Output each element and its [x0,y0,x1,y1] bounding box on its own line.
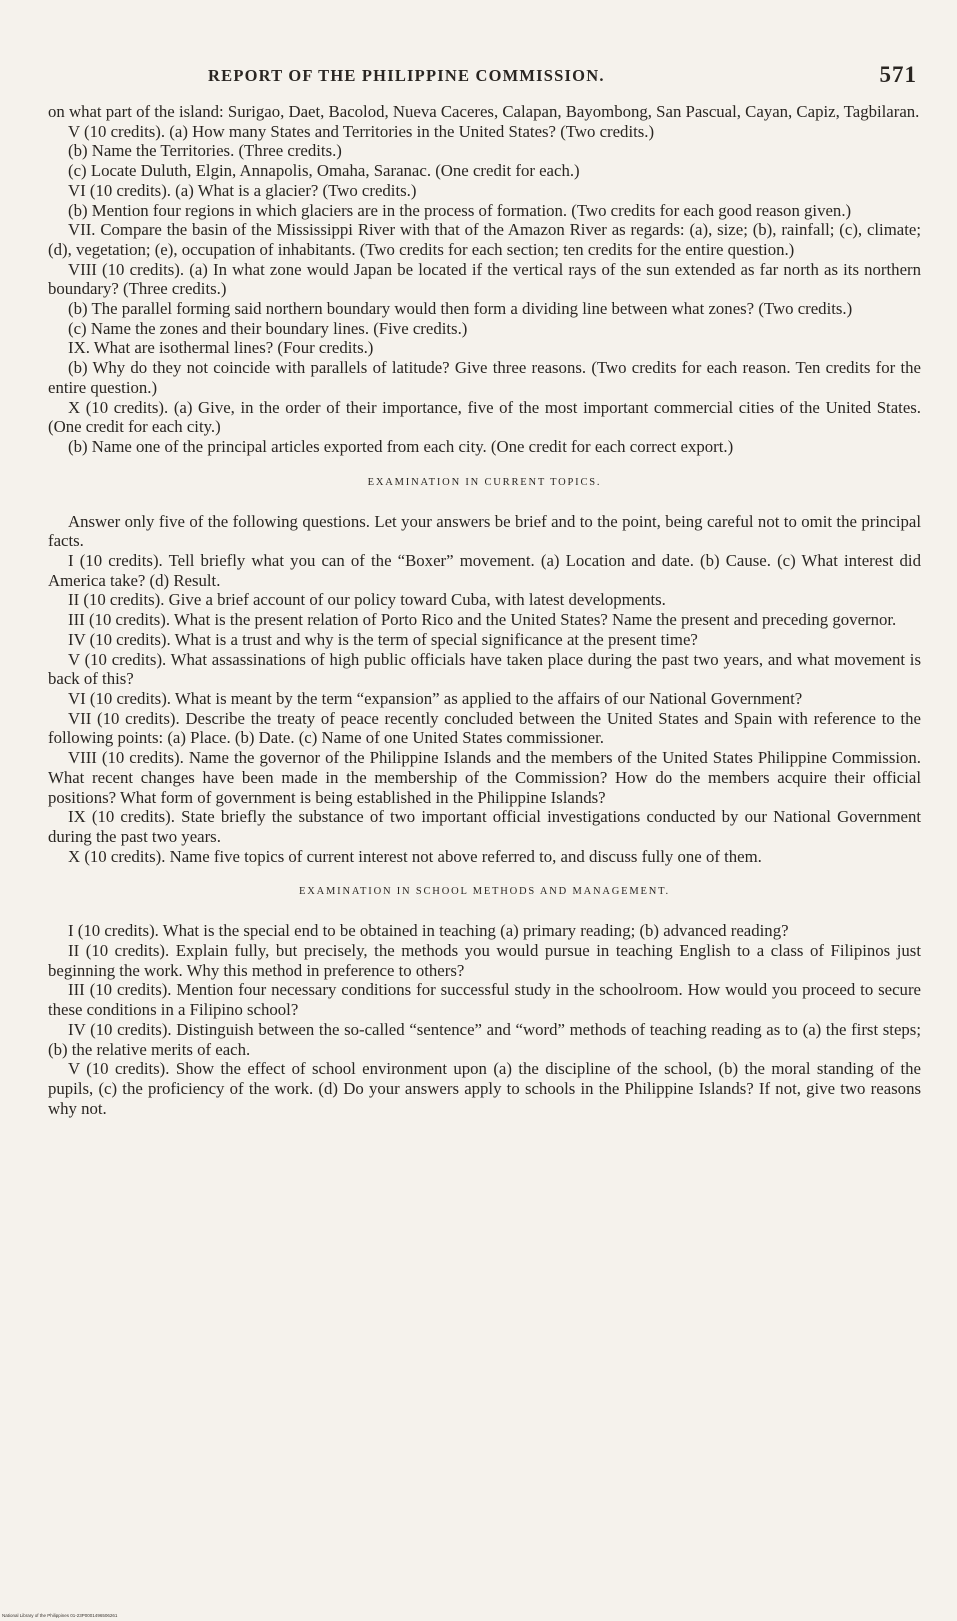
section-heading: EXAMINATION IN CURRENT TOPICS. [367,476,602,488]
question-paragraph: V (10 credits). Show the effect of school environment upon (a) the discipline of the school, (b) the moral standing of the pupils, (c) the proficiency of the work. (d) Do your answers apply to schools in the Philippine Islands? If not, give two reasons why not. [48,1059,921,1118]
geography-paragraph: (c) Locate Duluth, Elgin, Annapolis, Omaha, Saranac. (One credit for each.) [68,161,580,181]
question-paragraph: I (10 credits). Tell briefly what you can of the “Boxer” movement. (a) Location and date. (b) Cause. (c) What interest did America take? (d) Result. [48,551,921,590]
geography-paragraph: (b) Name one of the principal articles exported from each city. (One credit for each correct export.) [68,436,734,456]
question-paragraph: X (10 credits). Name five topics of current interest not above referred to, and discuss fully one of them. [68,846,762,866]
question-paragraph: Answer only five of the following questions. Let your answers be brief and to the point, being careful not to omit the principal facts. [48,511,921,551]
question-paragraph: V (10 credits). What assassinations of high public officials have taken place during the past two years, and what movement is back of this? [48,649,921,689]
scan-footer: National Library of the Philippines 01-23P0001496506261 [2,1613,118,1618]
question-paragraph: VI (10 credits). What is meant by the term “expansion” as applied to the affairs of our National Government? [68,688,803,708]
body-text [48,102,921,1118]
geography-paragraph: VIII (10 credits). (a) In what zone would Japan be located if the vertical rays of the sun extended as far north as its northern boundary? (Three credits.) [48,259,921,299]
geography-paragraph: (b) Name the Territories. (Three credits.) [68,141,342,161]
geography-paragraph: (b) Why do they not coincide with parallels of latitude? Give three reasons. (Two credits for each reason. Ten credits for the entire question.) [48,358,921,397]
geography-paragraph: VI (10 credits). (a) What is a glacier? (Two credits.) [68,180,417,200]
question-paragraph: IV (10 credits). Distinguish between the so-called “sentence” and “word” methods of teaching reading as to (a) the first steps; (b) the relative merits of each. [48,1019,921,1059]
question-paragraph: VIII (10 credits). Name the governor of the Philippine Islands and the members of the United States Philippine Commission. What recent changes have been made in the membership of the Commission? How do the members acquire their official positions? What form of government is being established in the Philippine Islands? [48,748,921,807]
current-topics-section [48,476,921,867]
section-heading: EXAMINATION IN SCHOOL METHODS AND MANAGEMENT. [299,886,670,898]
geography-questions [48,102,921,457]
page-header [48,62,927,92]
page-number: 571 [879,62,917,87]
geography-paragraph: X (10 credits). (a) Give, in the order of their importance, five of the most important commercial cities of the United States. (One credit for each city.) [48,397,921,437]
school-methods-section [48,885,921,1118]
question-paragraph: IX (10 credits). State briefly the substance of two important official investigations conducted by our National Government during the past two years. [48,807,921,846]
geography-paragraph: (b) Mention four regions in which glaciers are in the process of formation. (Two credits for each good reason given.) [68,200,852,220]
geography-paragraph: (c) Name the zones and their boundary lines. (Five credits.) [68,318,468,338]
question-paragraph: III (10 credits). Mention four necessary conditions for successful study in the schoolroom. How would you proceed to secure these conditions in a Filipino school? [48,980,921,1020]
geography-paragraph: (b) The parallel forming said northern boundary would then form a dividing line between what zones? (Two credits.) [68,299,853,319]
question-paragraph: VII (10 credits). Describe the treaty of peace recently concluded between the United States and Spain with reference to the following points: (a) Place. (b) Date. (c) Name of one United States commissioner. [48,708,921,748]
question-paragraph: I (10 credits). What is the special end to be obtained in teaching (a) primary reading; (b) advanced reading? [68,921,789,941]
geography-paragraph: V (10 credits). (a) How many States and Territories in the United States? (Two credits.) [68,121,655,141]
running-head: REPORT OF THE PHILIPPINE COMMISSION. [208,66,605,85]
question-paragraph: IV (10 credits). What is a trust and why is the term of special significance at the present time? [68,629,698,649]
geography-paragraph: VII. Compare the basin of the Mississippi River with that of the Amazon River as regards: (a), size; (b), rainfall; (c), climate; (d), vegetation; (e), occupation of inhabitants. (Two credits for each section; ten credits for the entire question.) [48,220,921,259]
question-paragraph: III (10 credits). What is the present relation of Porto Rico and the United States? Name the present and preceding governor. [68,610,897,630]
question-paragraph: II (10 credits). Explain fully, but precisely, the methods you would pursue in teaching English to a class of Filipinos just beginning the work. Why this method in preference to others? [48,941,921,980]
geography-paragraph: IX. What are isothermal lines? (Four credits.) [68,338,374,358]
question-paragraph: II (10 credits). Give a brief account of our policy toward Cuba, with latest developments. [68,590,666,610]
geography-paragraph: on what part of the island: Surigao, Daet, Bacolod, Nueva Caceres, Calapan, Bayombong, San Pascual, Cayan, Capiz, Tagbilaran. [48,102,920,121]
